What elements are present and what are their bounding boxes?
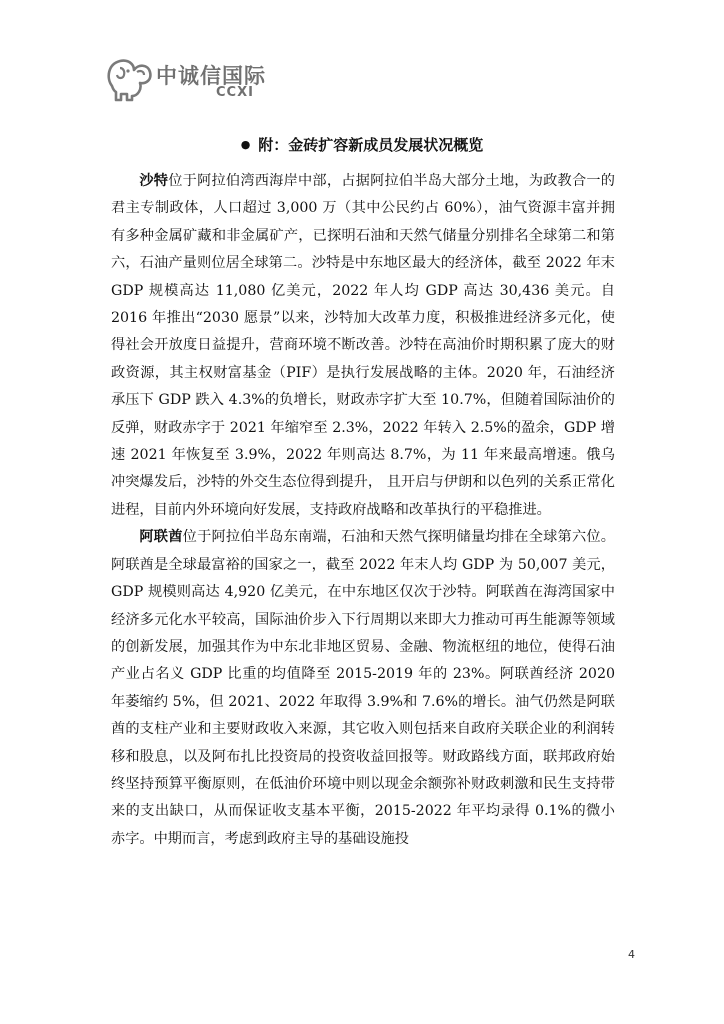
logo-name-en: CCXI <box>216 85 254 100</box>
country-name-saudi-arabia: 沙特 <box>139 173 169 189</box>
paragraph-saudi-arabia <box>111 168 615 524</box>
logo-name-cn: 中诚信国际 <box>156 64 266 88</box>
appendix-heading <box>0 134 724 155</box>
country-name-uae: 阿联酋 <box>139 529 183 546</box>
paragraph-uae <box>111 524 615 853</box>
paragraph-text-uae: 位于阿拉伯半岛东南端，石油和天然气探明储量均排在全球第六位。阿联酋是全球最富裕的国家之一，截至 2022 年末人均 GDP 为 50,007 美元，GDP 规模则高达 4,920 亿美元，在中东地区仅次于沙特。阿联酋在海湾国家中经济多元化水平较高，国际油价步入下行周期以来即大力推动可再生能源等领域的创新发展，加强其作为中东北非地区贸易、金融、物流枢纽的地位，使得石油产业占名义 GDP 比重的均值降至 2015-2019 年的 23%。阿联酋经济 2020 年萎缩约 5%，但 2021、2022 年取得 3.9%和 7.6%的增长。油气仍然是阿联酋的支柱产业和主要财政收入来源，其它收入则包括来自政府关联企业的利润转移和股息，以及阿布扎比投资局的投资收益回报等。财政路线方面，联邦政府始终坚持预算平衡原则，在低油价环境中则以现金余额弥补财政刺激和民生支持带来的支出缺口，从而保证收支基本平衡，2015-2022 年平均录得 0.1%的微小赤字。中期而言，考虑到政府主导的基础设施投 <box>111 529 615 847</box>
company-logo <box>104 54 274 106</box>
paragraph-text-saudi-arabia: 位于阿拉伯湾西海岸中部，占据阿拉伯半岛大部分土地，为政教合一的君主专制政体，人口超过 3,000 万（其中公民约占 60%），油气资源丰富并拥有多种金属矿藏和非金属矿产，已探明石油和天然气储量分别排名全球第二和第六，石油产量则位居全球第二。沙特是中东地区最大的经济体，截至 2022 年末 GDP 规模高达 11,080 亿美元，2022 年人均 GDP 高达 30,436 美元。自 2016 年推出“2030 愿景”以来，沙特加大改革力度，积极推进经济多元化，使得社会开放度日益提升，营商环境不断改善。沙特在高油价时期积累了庞大的财政资源，其主权财富基金（PIF）是执行发展战略的主体。2020 年，石油经济承压下 GDP 跌入 4.3%的负增长，财政赤字扩大至 10.7%，但随着国际油价的反弹，财政赤字于 2021 年缩窄至 2.3%，2022 年转入 2.5%的盈余，GDP 增速 2021 年恢复至 3.9%，2022 年则高达 8.7%，为 11 年来最高增速。俄乌冲突爆发后，沙特的外交生态位得到提升， 且开启与伊朗和以色列的关系正常化进程，目前内外环境向好发展，支持政府战略和改革执行的平稳推进。 <box>111 173 615 518</box>
elephant-logo-icon <box>104 56 154 102</box>
appendix-heading-text: 附：金砖扩容新成员发展状况概览 <box>258 136 484 154</box>
bullet-icon: ● <box>240 138 251 151</box>
document-body <box>111 168 615 853</box>
page-number: 4 <box>628 948 635 961</box>
